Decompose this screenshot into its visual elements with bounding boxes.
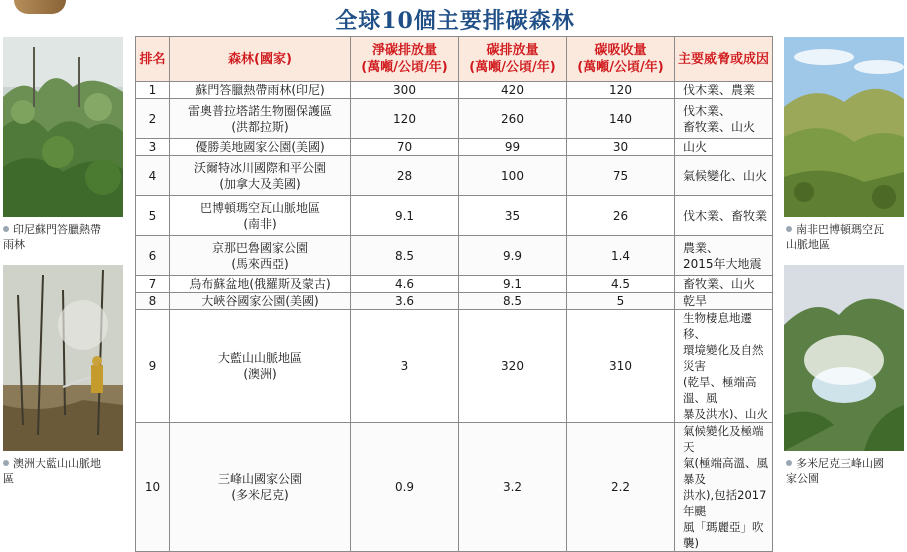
- cell-emission: 9.9: [459, 236, 567, 276]
- header-rank: 排名: [136, 37, 170, 82]
- cell-emission: 320: [459, 310, 567, 423]
- cell-net: 0.9: [351, 423, 459, 552]
- cell-forest: 巴博頓瑪空瓦山脈地區 (南非): [170, 196, 351, 236]
- cell-absorption: 140: [567, 99, 675, 139]
- caption-text: 印尼蘇門答臘熱帶 雨林: [3, 223, 101, 251]
- cell-net: 8.5: [351, 236, 459, 276]
- cell-forest: 沃爾特冰川國際和平公園 (加拿大及美國): [170, 156, 351, 196]
- cell-emission: 35: [459, 196, 567, 236]
- cell-rank: 2: [136, 99, 170, 139]
- header-absorption: 碳吸收量 (萬噸/公頃/年): [567, 37, 675, 82]
- cell-forest: 優勝美地國家公園(美國): [170, 139, 351, 156]
- cell-forest: 雷奧普拉塔諾生物圈保護區 (洪都拉斯): [170, 99, 351, 139]
- photo-sumatra-rainforest: [3, 37, 123, 217]
- cell-net: 9.1: [351, 196, 459, 236]
- caption-text: 南非巴博頓瑪空瓦 山脈地區: [786, 223, 884, 251]
- photo-morne-trois-pitons: [784, 265, 904, 451]
- cell-net: 120: [351, 99, 459, 139]
- cell-threat: 農業、 2015年大地震: [675, 236, 773, 276]
- page-title: 全球10個主要排碳森林: [335, 8, 575, 34]
- cell-forest: 烏布蘇盆地(俄羅斯及蒙古): [170, 276, 351, 293]
- cell-forest: 蘇門答臘熱帶雨林(印尼): [170, 82, 351, 99]
- bullet-icon: [786, 460, 792, 466]
- photo-blue-mountains-fire: [3, 265, 123, 451]
- cell-rank: 1: [136, 82, 170, 99]
- cell-absorption: 120: [567, 82, 675, 99]
- cell-threat: 伐木業、 畜牧業、山火: [675, 99, 773, 139]
- cell-absorption: 1.4: [567, 236, 675, 276]
- cell-threat: 氣候變化、山火: [675, 156, 773, 196]
- cell-forest: 大峽谷國家公園(美國): [170, 293, 351, 310]
- bullet-icon: [786, 226, 792, 232]
- cell-emission: 9.1: [459, 276, 567, 293]
- cell-emission: 8.5: [459, 293, 567, 310]
- header-net-emission: 淨碳排放量 (萬噸/公頃/年): [351, 37, 459, 82]
- cell-absorption: 30: [567, 139, 675, 156]
- cell-absorption: 2.2: [567, 423, 675, 552]
- forest-carbon-table: [135, 36, 773, 552]
- cell-emission: 99: [459, 139, 567, 156]
- caption-morne-trois-pitons: [786, 456, 906, 486]
- cell-forest: 三峰山國家公園 (多米尼克): [170, 423, 351, 552]
- table-row: [136, 310, 773, 423]
- cell-threat: 氣候變化及極端天 氣(極端高溫、風暴及 洪水),包括2017年颶 風「瑪麗亞」吹襲): [675, 423, 773, 552]
- cell-forest: 大藍山山脈地區 (澳洲): [170, 310, 351, 423]
- cell-emission: 100: [459, 156, 567, 196]
- cell-emission: 3.2: [459, 423, 567, 552]
- caption-blue-mountains: [3, 456, 133, 486]
- cell-rank: 8: [136, 293, 170, 310]
- cell-net: 70: [351, 139, 459, 156]
- table-row: [136, 236, 773, 276]
- cell-absorption: 4.5: [567, 276, 675, 293]
- cell-threat: 乾旱: [675, 293, 773, 310]
- cell-absorption: 310: [567, 310, 675, 423]
- caption-barberton: [786, 222, 906, 252]
- table-row: [136, 139, 773, 156]
- table-row: [136, 423, 773, 552]
- cell-rank: 7: [136, 276, 170, 293]
- cell-net: 3: [351, 310, 459, 423]
- caption-text: 多米尼克三峰山國 家公園: [786, 457, 884, 485]
- cell-threat: 生物棲息地遷移、 環境變化及自然災害 (乾旱、極端高溫、風 暴及洪水)、山火: [675, 310, 773, 423]
- cell-rank: 4: [136, 156, 170, 196]
- top-decoration: [14, 0, 66, 14]
- cell-rank: 9: [136, 310, 170, 423]
- cell-absorption: 26: [567, 196, 675, 236]
- table-row: [136, 293, 773, 310]
- photo-barberton-mountains: [784, 37, 904, 217]
- bullet-icon: [3, 460, 9, 466]
- cell-forest: 京那巴魯國家公園 (馬來西亞): [170, 236, 351, 276]
- cell-emission: 420: [459, 82, 567, 99]
- cell-absorption: 75: [567, 156, 675, 196]
- header-forest: 森林(國家): [170, 37, 351, 82]
- cell-threat: 伐木業、畜牧業: [675, 196, 773, 236]
- cell-rank: 6: [136, 236, 170, 276]
- cell-threat: 伐木業、農業: [675, 82, 773, 99]
- table-row: [136, 196, 773, 236]
- cell-rank: 10: [136, 423, 170, 552]
- table-header-row: [136, 37, 773, 82]
- cell-threat: 山火: [675, 139, 773, 156]
- table-row: [136, 99, 773, 139]
- caption-sumatra: [3, 222, 125, 252]
- cell-threat: 畜牧業、山火: [675, 276, 773, 293]
- cell-net: 300: [351, 82, 459, 99]
- bullet-icon: [3, 226, 9, 232]
- cell-emission: 260: [459, 99, 567, 139]
- cell-net: 28: [351, 156, 459, 196]
- caption-text: 澳洲大藍山山脈地 區: [3, 457, 101, 485]
- cell-net: 4.6: [351, 276, 459, 293]
- table-row: [136, 156, 773, 196]
- cell-absorption: 5: [567, 293, 675, 310]
- cell-rank: 5: [136, 196, 170, 236]
- table-row: [136, 276, 773, 293]
- header-threat: 主要威脅或成因: [675, 37, 773, 82]
- cell-net: 3.6: [351, 293, 459, 310]
- header-emission: 碳排放量 (萬噸/公頃/年): [459, 37, 567, 82]
- table-row: [136, 82, 773, 99]
- cell-rank: 3: [136, 139, 170, 156]
